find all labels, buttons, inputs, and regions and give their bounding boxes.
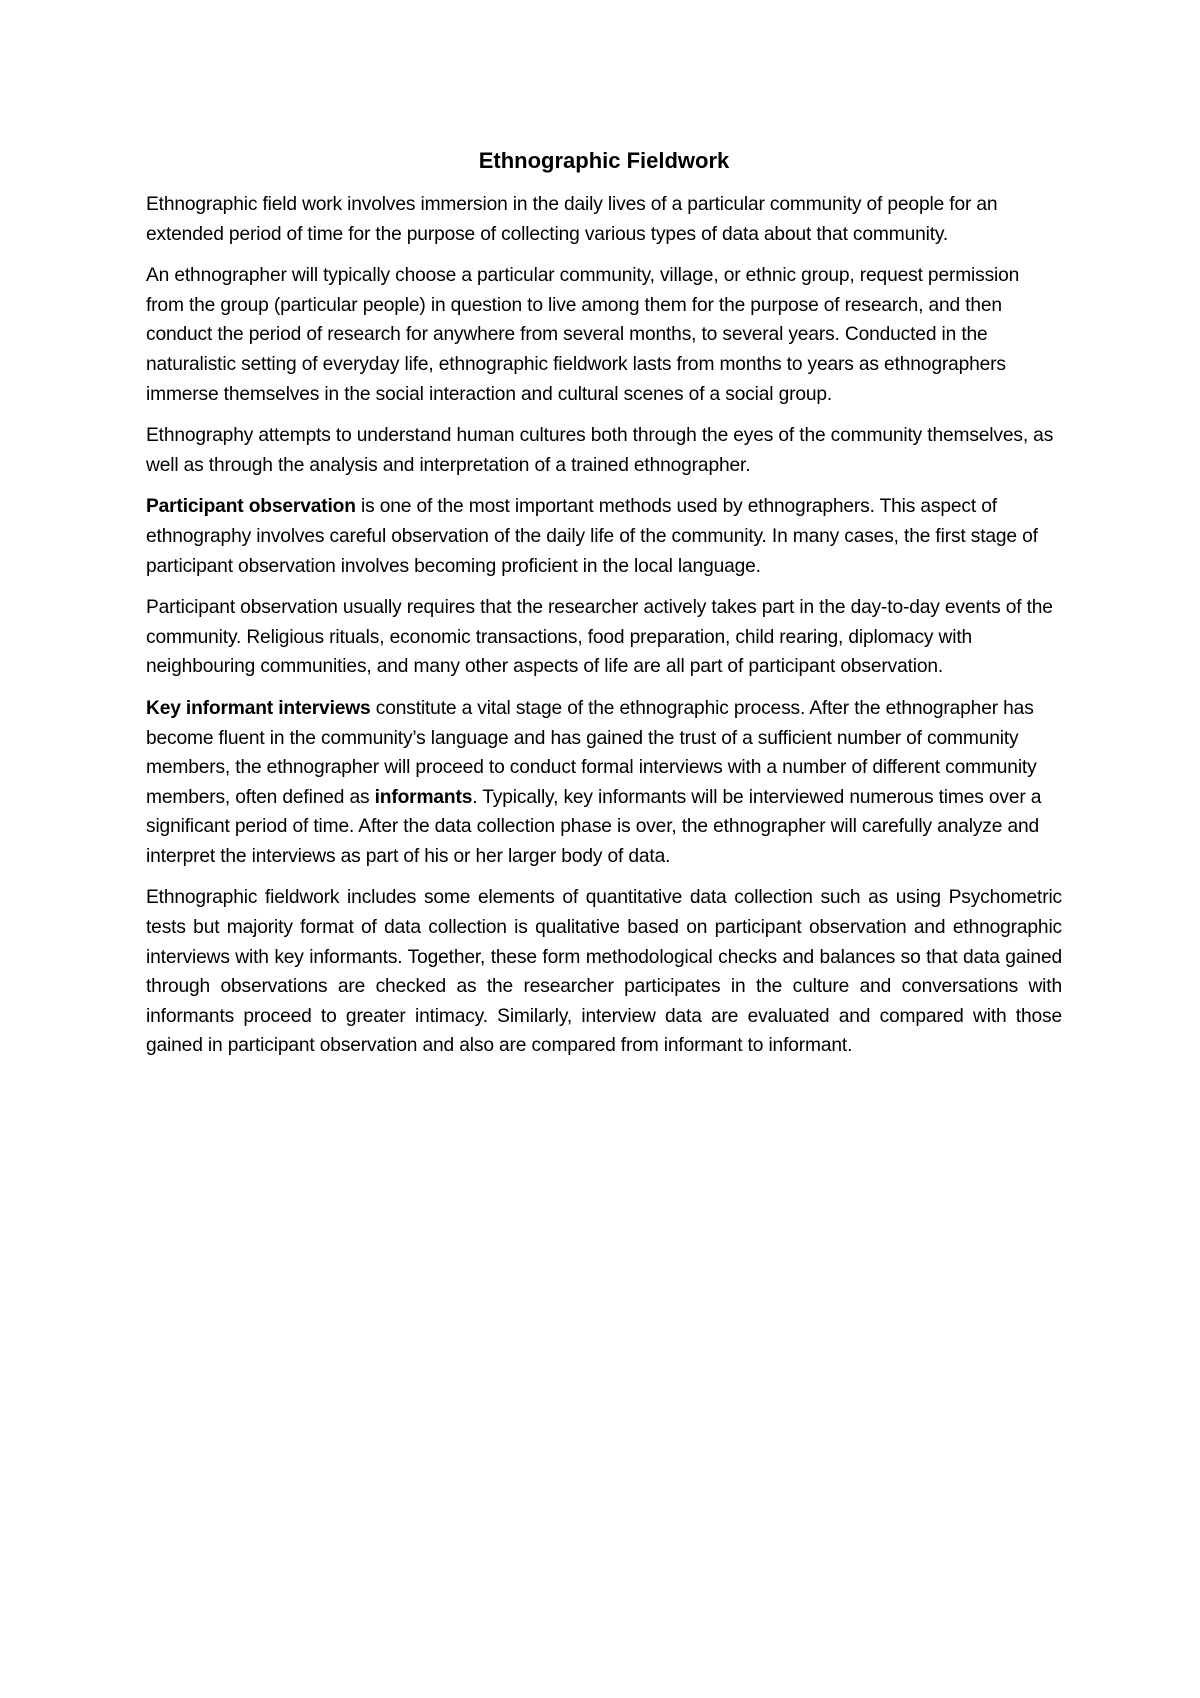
paragraph-participation-events: Participant observation usually requires that the researcher actively takes part in the day-to-day events of the community. Religious rituals, economic transactions, food preparation, child rearing, diplomacy with neighbouring communities, and many other aspects of life are all part of participant observation. xyxy=(146,597,1053,678)
paragraph-participant-observation-text: is one of the most important methods used by ethnographers. This aspect of ethnography involves careful observation of the daily life of the community. In many cases, the first stage of participant observation involves becoming proficient in the local language. xyxy=(146,496,1038,577)
paragraph-key-informant-interviews xyxy=(146,694,1062,872)
paragraph-key-informant-text-b: . Typically, key informants will be interviewed numerous times over a significant period of time. After the data collection phase is over, the ethnographer will carefully analyze and interpret the interviews as part of his or her larger body of data. xyxy=(146,786,1042,867)
term-informants: informants xyxy=(374,786,473,808)
paragraph-understanding-cultures: Ethnography attempts to understand human cultures both through the eyes of the community themselves, as well as through the analysis and interpretation of a trained ethnographer. xyxy=(146,425,1054,476)
paragraph-ethnographer-choice: An ethnographer will typically choose a particular community, village, or ethnic group, request permission from the group (particular people) in question to live among them for the purpose of research, and then conduct the period of research for anywhere from several months, to several years. Conducted in the naturalistic setting of everyday life, ethnographic fieldwork lasts from months to years as ethnographers immerse themselves in the social interaction and cultural scenes of a social group. xyxy=(146,265,1020,405)
paragraph-quantitative-qualitative: Ethnographic fieldwork includes some elements of quantitative data collection such as using Psychometric tests but majority format of data collection is qualitative based on participant observation and ethnographic interviews with key informants. Together, these form methodological checks and balances so that data gained through observations are checked as the researcher participates in the culture and conversations with informants proceed to greater intimacy. Similarly, interview data are evaluated and compared with those gained in participant observation and also are compared from informant to informant. xyxy=(146,887,1062,1057)
term-key-informant-interviews: Key informant interviews xyxy=(146,697,371,719)
paragraph-key-informant-text-a: constitute a vital stage of the ethnographic process. After the ethnographer has become fluent in the community’s language and has gained the trust of a sufficient number of community members, the ethnographer will proceed to conduct formal interviews with a number of different community members, often defined as xyxy=(146,697,1037,808)
paragraph-intro: Ethnographic field work involves immersion in the daily lives of a particular community of people for an extended period of time for the purpose of collecting various types of data about that community. xyxy=(146,194,998,245)
document-page xyxy=(146,146,1062,1073)
document-title: Ethnographic Fieldwork xyxy=(478,148,730,173)
paragraph-participant-observation xyxy=(146,492,1062,581)
term-participant-observation: Participant observation xyxy=(146,496,356,518)
